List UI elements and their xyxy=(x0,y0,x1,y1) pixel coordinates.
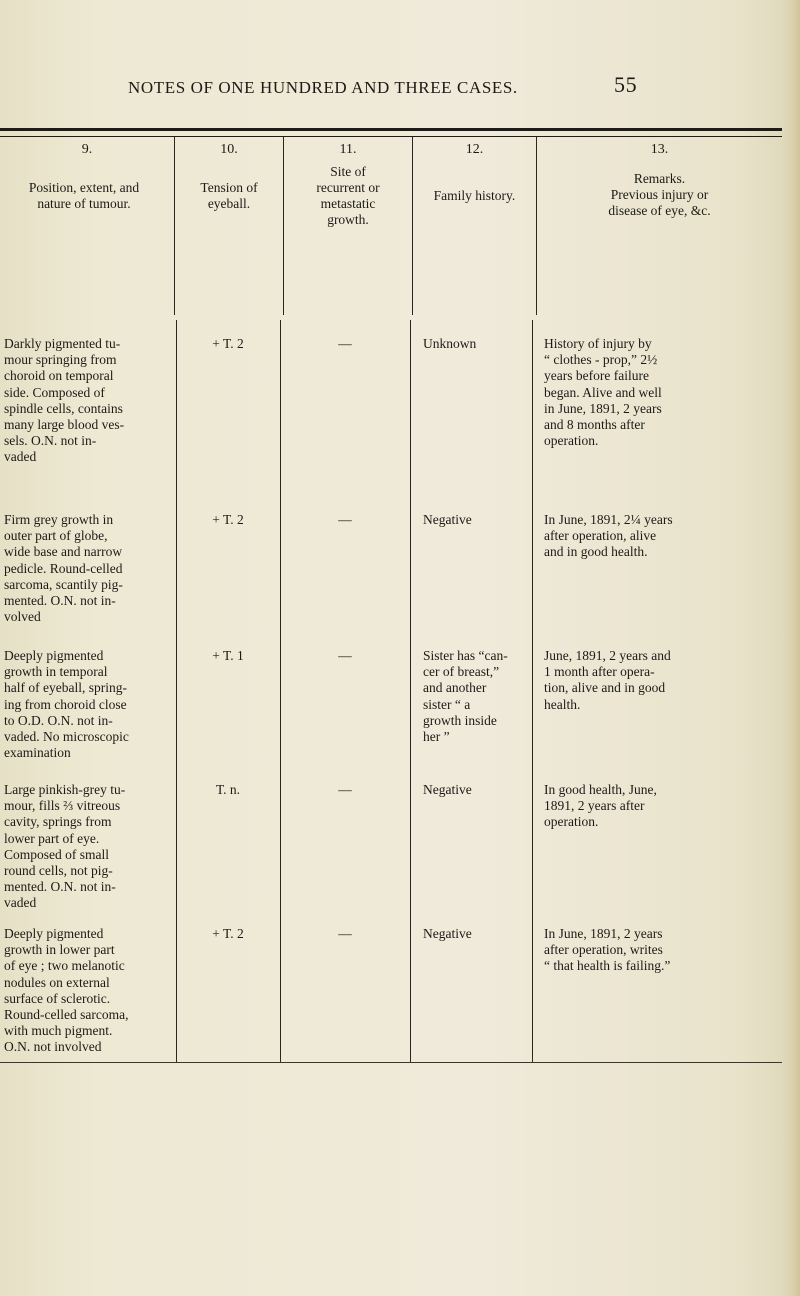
tension-value: T. n. xyxy=(215,782,241,797)
column-number: 10. xyxy=(220,142,238,157)
column-divider xyxy=(412,137,413,315)
column-divider xyxy=(410,866,411,1062)
family-history: Negative xyxy=(423,926,472,941)
remarks: In June, 1891, 2 years after operation, writes “ that health is failing.” xyxy=(544,926,671,974)
column-divider xyxy=(532,866,533,1062)
column-divider xyxy=(280,866,281,1062)
remarks: June, 1891, 2 years and 1 month after opera- tion, alive and in good health. xyxy=(544,648,671,712)
column-divider xyxy=(536,137,537,315)
table-top-rule xyxy=(0,128,782,131)
table-bottom-rule xyxy=(0,1062,782,1063)
table-top-rule-thin xyxy=(0,136,782,137)
column-divider xyxy=(410,320,411,866)
column-number: 12. xyxy=(465,142,484,157)
metastasis-site: — xyxy=(338,336,352,351)
metastasis-site: — xyxy=(338,512,352,527)
metastasis-site: — xyxy=(338,782,352,797)
metastasis-site: — xyxy=(338,648,352,663)
family-history: Negative xyxy=(423,782,472,797)
column-heading: Tension of eyeball. xyxy=(200,180,258,211)
family-history: Negative xyxy=(423,512,472,527)
tumour-description: Large pinkish-grey tu- mour, fills ⅔ vitreous cavity, springs from lower part of eye. Composed of small round cells, not pig- mented. O.N. not in- vaded xyxy=(4,782,126,911)
tumour-description: Firm grey growth in outer part of globe, wide base and narrow pedicle. Round-celled sarcoma, scantily pig- mented. O.N. not in- volved xyxy=(4,512,123,625)
column-number: 11. xyxy=(339,142,357,157)
remarks: History of injury by “ clothes - prop,” 2½ years before failure began. Alive and well in June, 1891, 2 years and 8 months after operation. xyxy=(544,336,662,449)
column-heading: Position, extent, and nature of tumour. xyxy=(28,180,140,211)
tension-value: + T. 2 xyxy=(212,512,244,527)
column-divider xyxy=(176,866,177,1062)
column-heading: Site of recurrent or metastatic growth. xyxy=(316,164,380,227)
tumour-description: Deeply pigmented growth in lower part of eye ; two melanotic nodules on external surface of sclerotic. Round-celled sarcoma, with much pigment. O.N. not involved xyxy=(4,926,129,1055)
tension-value: + T. 1 xyxy=(212,648,244,663)
remarks: In good health, June, 1891, 2 years after operation. xyxy=(544,782,657,830)
tension-value: + T. 2 xyxy=(212,336,244,351)
column-heading: Family history. xyxy=(433,188,516,203)
column-divider xyxy=(532,320,533,866)
column-divider xyxy=(174,137,175,315)
family-history: Sister has “can- cer of breast,” and another sister “ a growth inside her ” xyxy=(423,648,508,745)
page-number: 55 xyxy=(614,72,638,97)
running-head-title: NOTES OF ONE HUNDRED AND THREE CASES. xyxy=(128,78,518,97)
remarks: In June, 1891, 2¼ years after operation, alive and in good health. xyxy=(544,512,673,560)
tumour-description: Darkly pigmented tu- mour springing from choroid on temporal side. Composed of spindle cells, contains many large blood ves- sels. O.N. not in- vaded xyxy=(4,336,125,465)
page-edge-shadow xyxy=(782,0,800,1296)
column-number: 9. xyxy=(81,142,93,157)
column-number: 13. xyxy=(650,142,669,157)
family-history: Unknown xyxy=(423,336,477,351)
tumour-description: Deeply pigmented growth in temporal half of eyeball, spring- ing from choroid close to O.D. O.N. not in- vaded. No microscopic examination xyxy=(4,648,129,761)
tension-value: + T. 2 xyxy=(212,926,244,941)
metastasis-site: — xyxy=(338,926,352,941)
column-heading: Remarks. Previous injury or disease of eye, &c. xyxy=(608,171,711,218)
